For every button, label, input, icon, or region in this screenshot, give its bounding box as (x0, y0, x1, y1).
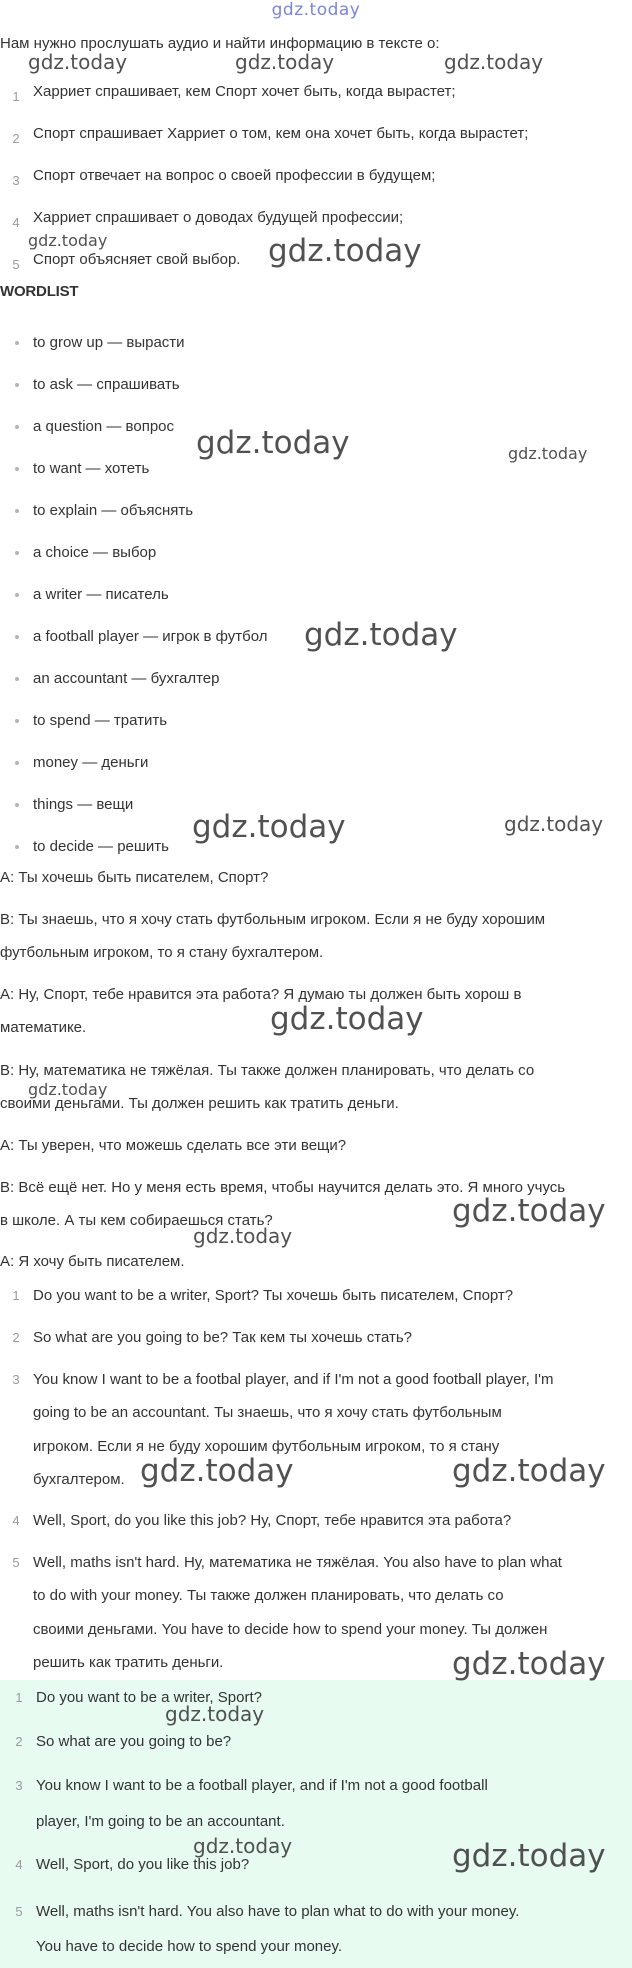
site-logo[interactable]: gdz.today (271, 0, 361, 20)
watermark: gdz.today (192, 809, 346, 845)
task-number: 4 (12, 215, 20, 230)
task-number: 2 (12, 131, 20, 146)
wordlist-heading: WORDLIST (0, 283, 79, 300)
bilingual-line: Well, maths isn't hard. Ну, математика не тяжёлая. You also have to plan what (33, 1554, 562, 1571)
watermark: gdz.today (193, 1224, 293, 1248)
watermark: gdz.today (508, 444, 588, 463)
watermark: gdz.today (452, 1838, 606, 1874)
wordlist-item: a football player — игрок в футбол (33, 628, 268, 645)
intro-text: Нам нужно прослушать аудио и найти информацию в тексте о: (0, 35, 440, 52)
dialog-line: в школе. А ты кем собираешься стать? (0, 1212, 273, 1229)
bullet-icon (15, 635, 19, 639)
wordlist-item: a writer — писатель (33, 586, 169, 603)
item-number: 1 (15, 1690, 23, 1705)
watermark: gdz.today (444, 50, 544, 74)
dialog-line: своими деньгами. Ты должен решить как тратить деньги. (0, 1095, 399, 1112)
bullet-icon (15, 425, 19, 429)
watermark: gdz.today (193, 1834, 293, 1858)
bilingual-line: решить как тратить деньги. (33, 1654, 224, 1671)
item-number: 2 (15, 1734, 23, 1749)
wordlist-item: to spend — тратить (33, 712, 168, 729)
dialog-line: A: Ты хочешь быть писателем, Спорт? (0, 869, 269, 886)
watermark: gdz.today (452, 1193, 606, 1229)
bilingual-line: Well, Sport, do you like this job? Ну, Спорт, тебе нравится эта работа? (33, 1512, 512, 1529)
bilingual-line: So what are you going to be? Так кем ты хочешь стать? (33, 1329, 412, 1346)
watermark: gdz.today (504, 812, 604, 836)
wordlist-item: things — вещи (33, 796, 134, 813)
watermark: gdz.today (235, 50, 335, 74)
bullet-icon (15, 341, 19, 345)
bullet-icon (15, 761, 19, 765)
wordlist-item: an accountant — бухгалтер (33, 670, 220, 687)
task-item: Спорт спрашивает Харриет о том, кем она хочет быть, когда вырастет; (33, 125, 529, 142)
task-item: Харриет спрашивает о доводах будущей профессии; (33, 209, 404, 226)
item-number: 4 (12, 1513, 20, 1528)
bilingual-line: to do with your money. Ты также должен планировать, что делать со (33, 1587, 504, 1604)
task-item: Харриет спрашивает, кем Спорт хочет быть, когда вырастет; (33, 83, 456, 100)
bilingual-line: бухгалтером. (33, 1471, 125, 1488)
watermark: gdz.today (28, 50, 128, 74)
wordlist-item: to want — хотеть (33, 460, 150, 477)
task-number: 1 (12, 89, 20, 104)
wordlist-item: to explain — объяснять (33, 502, 194, 519)
task-number: 3 (12, 173, 20, 188)
dialog-line: B: Ну, математика не тяжёлая. Ты также должен планировать, что делать со (0, 1062, 535, 1079)
bullet-icon (15, 383, 19, 387)
item-number: 2 (12, 1330, 20, 1345)
bullet-icon (15, 677, 19, 681)
dialog-line: B: Ты знаешь, что я хочу стать футбольным игроком. Если я не буду хорошим (0, 911, 546, 928)
watermark: gdz.today (28, 231, 108, 250)
wordlist-item: to grow up — вырасти (33, 334, 185, 351)
dialog-line: математике. (0, 1019, 87, 1036)
watermark: gdz.today (165, 1702, 265, 1726)
wordlist-item: a choice — выбор (33, 544, 157, 561)
item-number: 5 (12, 1555, 20, 1570)
watermark: gdz.today (452, 1646, 606, 1682)
wordlist-item: money — деньги (33, 754, 149, 771)
bullet-icon (15, 551, 19, 555)
dialog-line: A: Ну, Спорт, тебе нравится эта работа? Я думаю ты должен быть хорош в (0, 986, 522, 1003)
item-number: 3 (12, 1372, 20, 1387)
wordlist-item: to decide — решить (33, 838, 169, 855)
task-item: Спорт объясняет свой выбор. (33, 251, 241, 268)
english-line: Do you want to be a writer, Sport? (36, 1689, 262, 1706)
bullet-icon (15, 803, 19, 807)
wordlist-item: a question — вопрос (33, 418, 175, 435)
bilingual-line: своими деньгами. You have to decide how to spend your money. Ты должен (33, 1621, 548, 1638)
bilingual-line: Do you want to be a writer, Sport? Ты хочешь быть писателем, Спорт? (33, 1287, 514, 1304)
item-number: 5 (15, 1904, 23, 1919)
english-line: Well, Sport, do you like this job? (36, 1856, 250, 1873)
watermark: gdz.today (270, 1001, 424, 1037)
english-line: You have to decide how to spend your money. (36, 1938, 343, 1955)
dialog-line: футбольным игроком, то я стану бухгалтером. (0, 944, 324, 961)
bullet-icon (15, 845, 19, 849)
bilingual-line: игроком. Если я не буду хорошим футбольным игроком, то я стану (33, 1438, 500, 1455)
bullet-icon (15, 593, 19, 597)
dialog-line: A: Я хочу быть писателем. (0, 1253, 185, 1270)
item-number: 4 (15, 1857, 23, 1872)
english-line: Well, maths isn't hard. You also have to plan what to do with your money. (36, 1903, 520, 1920)
bullet-icon (15, 467, 19, 471)
item-number: 3 (15, 1778, 23, 1793)
english-line: So what are you going to be? (36, 1733, 232, 1750)
watermark: gdz.today (28, 1080, 108, 1099)
bullet-icon (15, 719, 19, 723)
watermark: gdz.today (196, 425, 350, 461)
item-number: 1 (12, 1288, 20, 1303)
wordlist-item: to ask — спрашивать (33, 376, 180, 393)
english-line: You know I want to be a football player, and if I'm not a good football (36, 1777, 488, 1794)
dialog-line: B: Всё ещё нет. Но у меня есть время, чтобы научится делать это. Я много учусь (0, 1179, 566, 1196)
english-line: player, I'm going to be an accountant. (36, 1813, 285, 1830)
watermark: gdz.today (452, 1453, 606, 1489)
task-item: Спорт отвечает на вопрос о своей профессии в будущем; (33, 167, 436, 184)
watermark: gdz.today (140, 1453, 294, 1489)
bullet-icon (15, 509, 19, 513)
watermark: gdz.today (304, 617, 458, 653)
dialog-line: A: Ты уверен, что можешь сделать все эти вещи? (0, 1137, 347, 1154)
bilingual-line: You know I want to be a footbal player, and if I'm not a good football player, I'm (33, 1371, 554, 1388)
watermark: gdz.today (268, 233, 422, 269)
task-number: 5 (12, 257, 20, 272)
bilingual-line: going to be an accountant. Ты знаешь, что я хочу стать футбольным (33, 1404, 502, 1421)
